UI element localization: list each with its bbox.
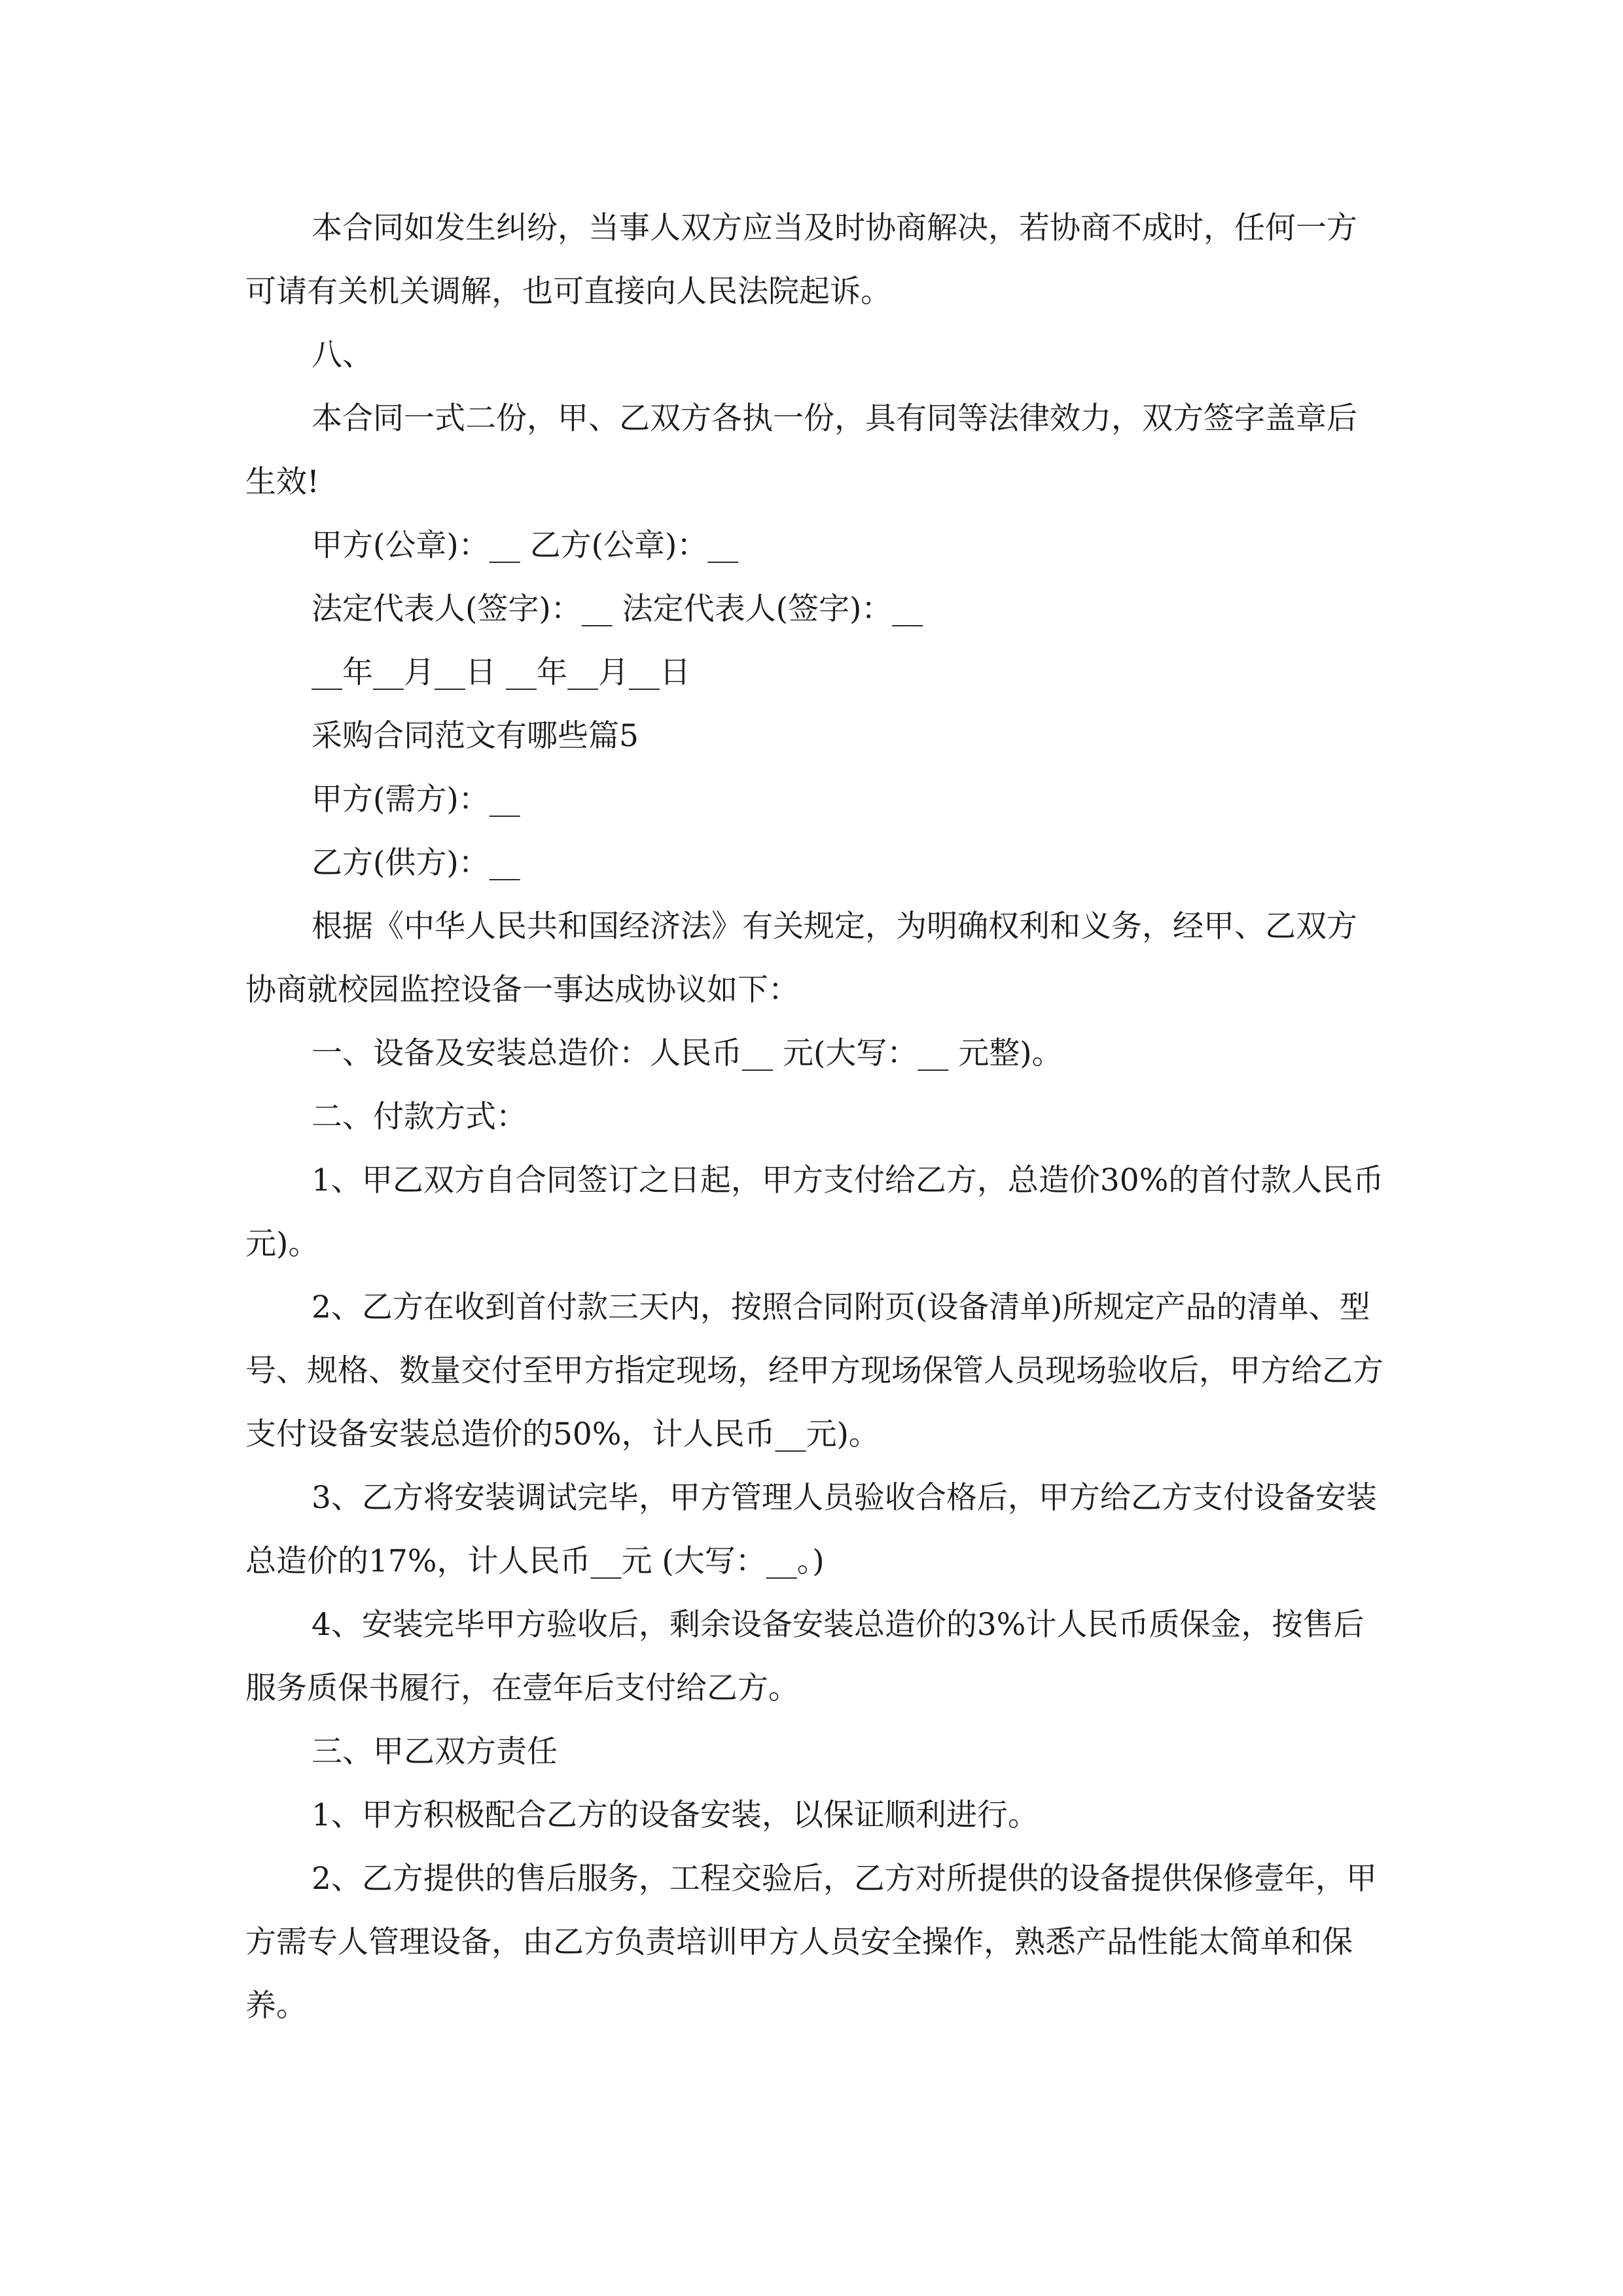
item-payment-heading: 二、付款方式： [312, 1099, 527, 1135]
section-eight-heading: 八、 [312, 337, 373, 373]
party-a-line: 甲方(需方)：__ [312, 781, 520, 817]
duty-clause-2: 2、乙方提供的售后服务，工程交验后，乙方对所提供的设备提供保修壹年，甲方需专人管理设备，由乙方负责培训甲方人员安全操作，熟悉产品性能太简单和保养。 [245, 1861, 1377, 2024]
item-duties-heading: 三、甲乙双方责任 [312, 1734, 558, 1770]
document-body [245, 196, 1384, 2037]
preamble: 根据《中华人民共和国经济法》有关规定，为明确权利和义务，经甲、乙双方协商就校园监控设备一事达成协议如下： [245, 908, 1357, 1008]
dispute-clause: 本合同如发生纠纷，当事人双方应当及时协商解决，若协商不成时，任何一方可请有关机关调解，也可直接向人民法院起诉。 [245, 210, 1357, 310]
payment-clause-3: 3、乙方将安装调试完毕，甲方管理人员验收合格后，甲方给乙方支付设备安装总造价的17%，计人民币__元 (大写：__。) [245, 1480, 1377, 1579]
party-b-line: 乙方(供方)：__ [312, 845, 520, 881]
payment-clause-1: 1、甲乙双方自合同签订之日起，甲方支付给乙方，总造价30%的首付款人民币元)。 [245, 1162, 1384, 1262]
article-title: 采购合同范文有哪些篇5 [312, 718, 639, 754]
payment-clause-4: 4、安装完毕甲方验收后，剩余设备安装总造价的3%计人民币质保金，按售后服务质保书履行，在壹年后支付给乙方。 [245, 1607, 1364, 1706]
date-line: __年__月__日 __年__月__日 [312, 655, 690, 691]
duty-clause-1: 1、甲方积极配合乙方的设备安装，以保证顺利进行。 [312, 1797, 1039, 1833]
copies-clause: 本合同一式二份，甲、乙双方各执一份，具有同等法律效力，双方签字盖章后生效! [245, 401, 1357, 500]
representative-line: 法定代表人(签字)：__ 法定代表人(签字)：__ [312, 591, 923, 627]
item-price: 一、设备及安装总造价：人民币__ 元(大写：__ 元整)。 [312, 1035, 1063, 1071]
seal-line: 甲方(公章)：__ 乙方(公章)：__ [312, 528, 739, 564]
payment-clause-2: 2、乙方在收到首付款三天内，按照合同附页(设备清单)所规定产品的清单、型号、规格、数量交付至甲方指定现场，经甲方现场保管人员现场验收后，甲方给乙方支付设备安装总造价的50%，计人民币__元)。 [245, 1289, 1383, 1452]
